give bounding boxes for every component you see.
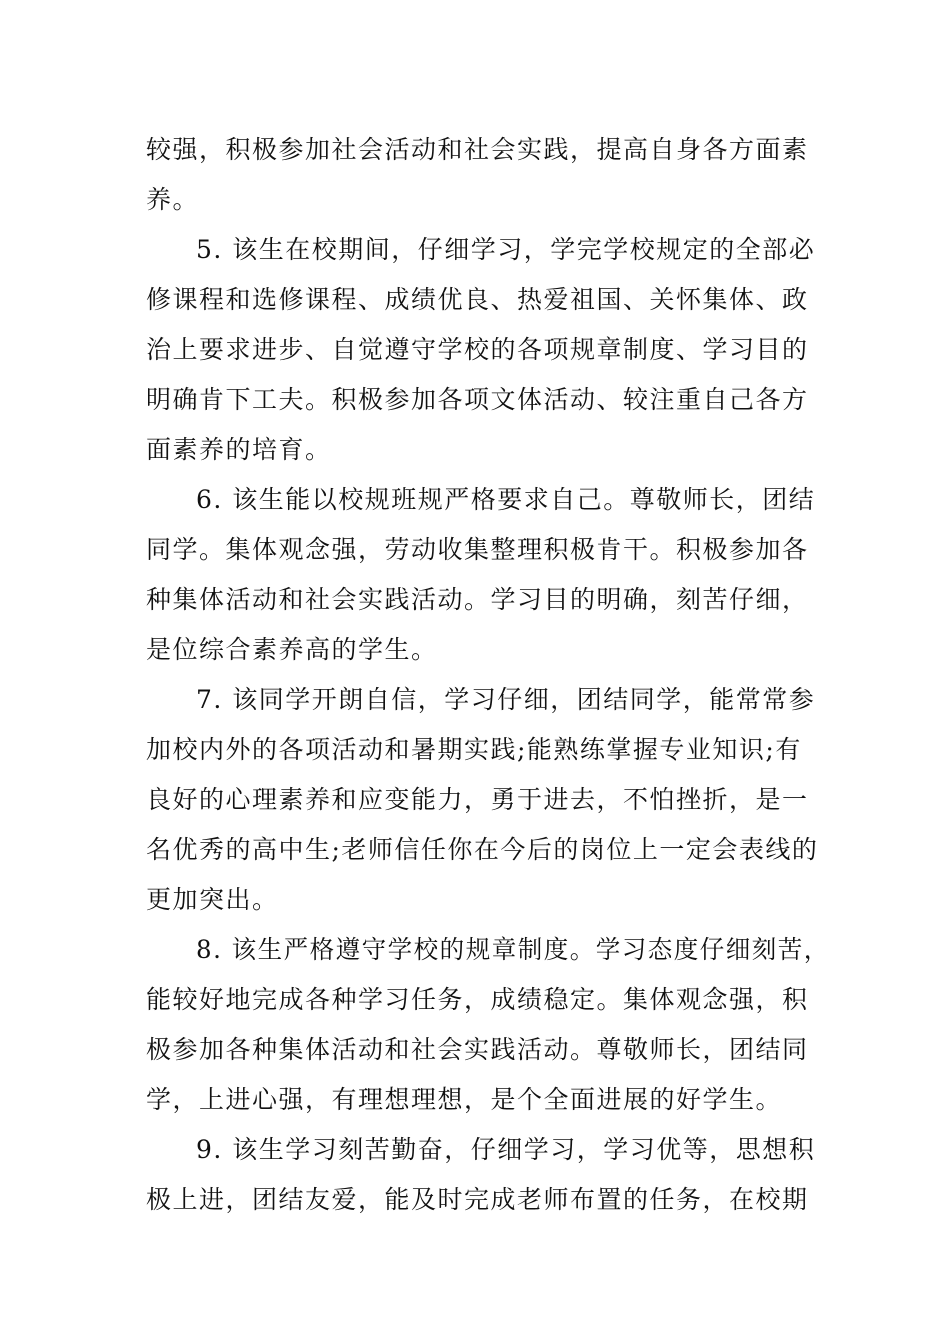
text-line: 更加突出。	[146, 885, 279, 914]
text-line: 同学。集体观念强，劳动收集整理积极肯干。积极参加各	[146, 535, 809, 564]
text-line: 养。	[146, 185, 200, 214]
text-line: 治上要求进步、自觉遵守学校的各项规章制度、学习目的	[146, 335, 809, 364]
text-line: 修课程和选修课程、成绩优良、热爱祖国、关怀集体、政	[146, 285, 809, 314]
paragraph-5-first-line: 5. 该生在校期间，仔细学习，学完学校规定的全部必	[196, 235, 816, 264]
text-line: 加校内外的各项活动和暑期实践;能熟练掌握专业知识;有	[146, 735, 802, 764]
paragraph-8-first-line: 8. 该生严格遵守学校的规章制度。学习态度仔细刻苦，	[196, 935, 830, 964]
paragraph-9-first-line: 9. 该生学习刻苦勤奋，仔细学习，学习优等，思想积	[196, 1135, 816, 1164]
paragraph-7-first-line: 7. 该同学开朗自信，学习仔细，团结同学，能常常参	[196, 685, 816, 714]
text-line: 极参加各种集体活动和社会实践活动。尊敬师长，团结同	[146, 1035, 809, 1064]
text-line: 是位综合素养高的学生。	[146, 635, 438, 664]
text-line: 种集体活动和社会实践活动。学习目的明确，刻苦仔细，	[146, 585, 809, 614]
text-line: 名优秀的高中生;老师信任你在今后的岗位上一定会表线的	[146, 835, 819, 864]
text-line: 较强，积极参加社会活动和社会实践，提高自身各方面素	[146, 135, 809, 164]
text-line: 学，上进心强，有理想理想，是个全面进展的好学生。	[146, 1085, 783, 1114]
text-line: 面素养的培育。	[146, 435, 332, 464]
text-line: 能较好地完成各种学习任务，成绩稳定。集体观念强，积	[146, 985, 809, 1014]
text-line: 良好的心理素养和应变能力，勇于进去，不怕挫折，是一	[146, 785, 809, 814]
text-line: 极上进，团结友爱，能及时完成老师布置的任务，在校期	[146, 1185, 809, 1214]
paragraph-6-first-line: 6. 该生能以校规班规严格要求自己。尊敬师长，团结	[196, 485, 816, 514]
text-line: 明确肯下工夫。积极参加各项文体活动、较注重自己各方	[146, 385, 809, 414]
